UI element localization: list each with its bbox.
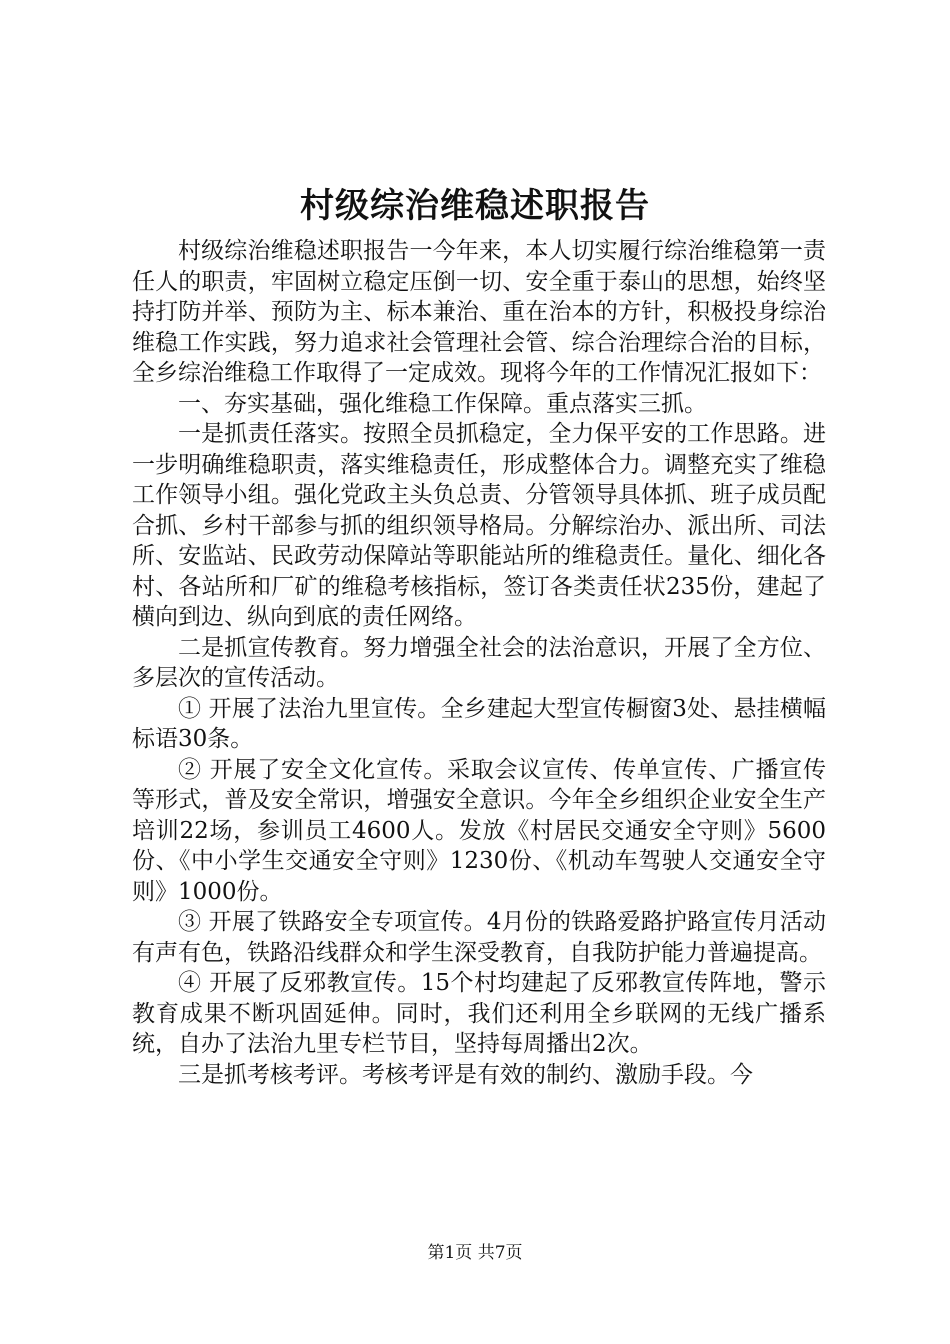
paragraph-item-1: ① 开展了法治九里宣传。全乡建起大型宣传橱窗3处、悬挂横幅标语30条。 [132,695,826,752]
page-footer: 第1页 共7页 [427,1243,523,1263]
paragraph-responsibility: 一是抓责任落实。按照全员抓稳定，全力保平安的工作思路。进一步明确维稳职责，落实维稳责任，形成整体合力。调整充实了维稳工作领导小组。强化党政主头负总责、分管领导具体抓、班子成员配合抓、乡村干部参与抓的组织领导格局。分解综治办、派出所、司法所、安监站、民政劳动保障站等职能站所的维稳责任。量化、细化各村、各站所和厂矿的维稳考核指标，签订各类责任状235份，建起了横向到边、纵向到底的责任网络。 [132,421,826,630]
paragraph-intro: 村级综治维稳述职报告一今年来，本人切实履行综治维稳第一责任人的职责，牢固树立稳定压倒一切、安全重于泰山的思想，始终坚持打防并举、预防为主、标本兼治、重在治本的方针，积极投身综治维稳工作实践，努力追求社会管理社会管、综合治理综合治的目标，全乡综治维稳工作取得了一定成效。现将今年的工作情况汇报如下： [132,238,826,386]
paragraph-item-4: ④ 开展了反邪教宣传。15个村均建起了反邪教宣传阵地，警示教育成果不断巩固延伸。同时，我们还利用全乡联网的无线广播系统，自办了法治九里专栏节目，坚持每周播出2次。 [132,970,826,1057]
paragraph-section-1-heading: 一、夯实基础，强化维稳工作保障。重点落实三抓。 [178,390,707,417]
paragraph-assessment: 三是抓考核考评。考核考评是有效的制约、激励手段。今 [178,1061,753,1088]
paragraph-item-2: ② 开展了安全文化宣传。采取会议宣传、传单宣传、广播宣传等形式，普及安全常识，增强安全意识。今年全乡组织企业安全生产培训22场，参训员工4600人。发放《村居民交通安全守则》5600份、《中小学生交通安全守则》1230份、《机动车驾驶人交通安全守则》1000份。 [132,756,826,905]
paragraph-publicity: 二是抓宣传教育。努力增强全社会的法治意识，开展了全方位、多层次的宣传活动。 [132,634,826,691]
document-body [132,236,826,1090]
paragraph-item-3: ③ 开展了铁路安全专项宣传。4月份的铁路爱路护路宣传月活动有声有色，铁路沿线群众和学生深受教育，自我防护能力普遍提高。 [132,909,826,966]
document-title: 村级综治维稳述职报告 [300,186,650,226]
